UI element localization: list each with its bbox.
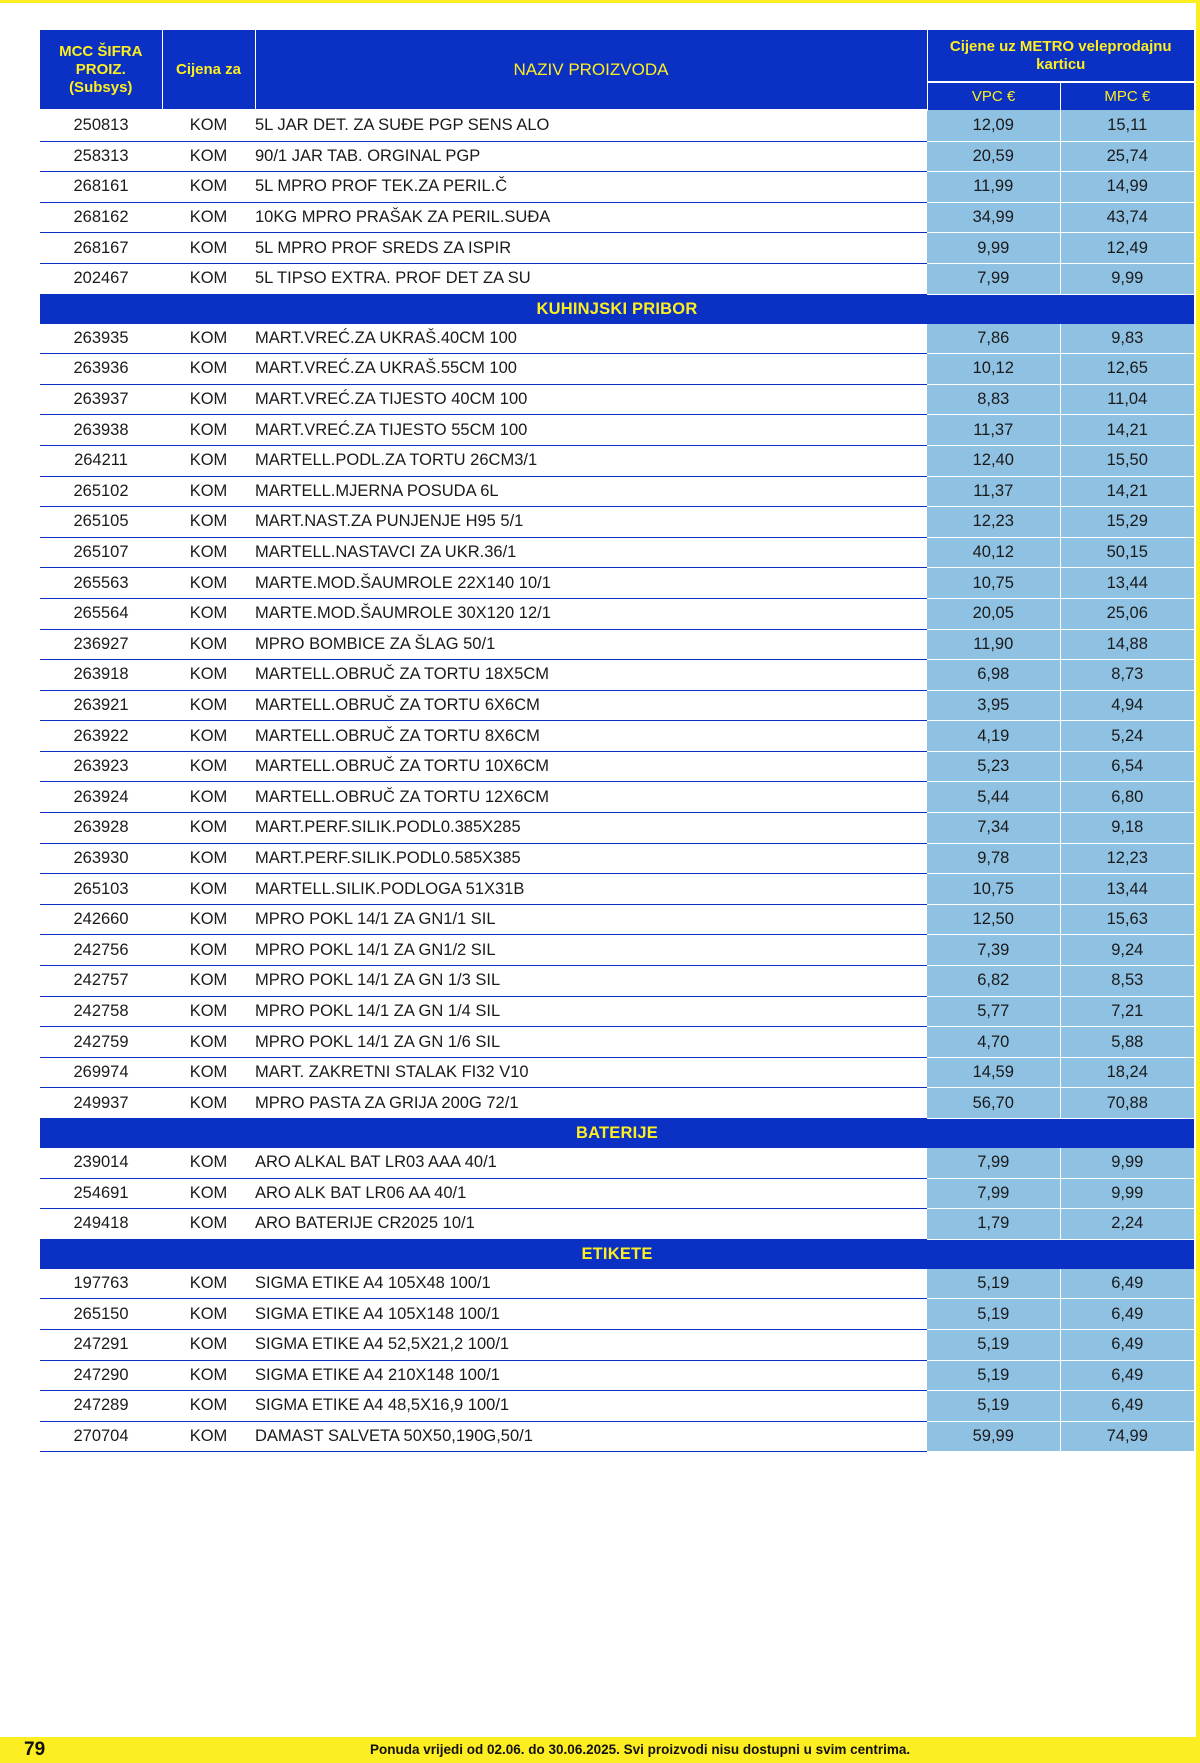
product-name: MPRO POKL 14/1 ZA GN1/1 SIL: [255, 904, 927, 935]
price-mpc: 14,99: [1060, 172, 1194, 203]
table-row: [40, 813, 1194, 844]
price-mpc: 9,99: [1060, 263, 1194, 294]
product-code: 202467: [40, 263, 162, 294]
table-row: [40, 1329, 1194, 1360]
price-vpc: 5,44: [927, 782, 1060, 813]
unit: KOM: [162, 813, 255, 844]
product-code: 242757: [40, 966, 162, 997]
product-code: 265150: [40, 1299, 162, 1330]
table-row: [40, 1360, 1194, 1391]
table-row: [40, 1088, 1194, 1119]
table-row: [40, 1391, 1194, 1422]
price-vpc: 4,19: [927, 721, 1060, 752]
product-name: 5L MPRO PROF TEK.ZA PERIL.Č: [255, 172, 927, 203]
table-row: [40, 202, 1194, 233]
table-row: [40, 445, 1194, 476]
product-name: MART.NAST.ZA PUNJENJE H95 5/1: [255, 507, 927, 538]
product-code: 258313: [40, 141, 162, 172]
unit: KOM: [162, 263, 255, 294]
product-code: 265563: [40, 568, 162, 599]
unit: KOM: [162, 384, 255, 415]
unit: KOM: [162, 843, 255, 874]
product-name: SIGMA ETIKE A4 210X148 100/1: [255, 1360, 927, 1391]
price-mpc: 74,99: [1060, 1421, 1194, 1452]
product-code: 265105: [40, 507, 162, 538]
product-name: MART. ZAKRETNI STALAK FI32 V10: [255, 1057, 927, 1088]
price-mpc: 6,49: [1060, 1329, 1194, 1360]
price-mpc: 15,11: [1060, 110, 1194, 141]
product-code: 239014: [40, 1148, 162, 1178]
product-code: 263921: [40, 690, 162, 721]
product-code: 242660: [40, 904, 162, 935]
price-vpc: 11,90: [927, 629, 1060, 660]
price-table-body: [40, 110, 1194, 1452]
price-vpc: 7,99: [927, 263, 1060, 294]
product-code: 269974: [40, 1057, 162, 1088]
product-code: 263922: [40, 721, 162, 752]
product-name: MARTELL.OBRUČ ZA TORTU 8X6CM: [255, 721, 927, 752]
price-mpc: 12,23: [1060, 843, 1194, 874]
table-row: [40, 1057, 1194, 1088]
price-mpc: 4,94: [1060, 690, 1194, 721]
product-code: 263923: [40, 751, 162, 782]
price-vpc: 11,37: [927, 415, 1060, 446]
price-mpc: 13,44: [1060, 568, 1194, 599]
product-code: 242758: [40, 996, 162, 1027]
price-vpc: 12,40: [927, 445, 1060, 476]
header-price-group: Cijene uz METRO veleprodajnu karticu: [927, 30, 1194, 82]
product-code: 265107: [40, 537, 162, 568]
table-row: [40, 935, 1194, 966]
unit: KOM: [162, 233, 255, 264]
price-vpc: 59,99: [927, 1421, 1060, 1452]
table-row: [40, 721, 1194, 752]
price-mpc: 11,04: [1060, 384, 1194, 415]
product-code: 265564: [40, 598, 162, 629]
product-code: 264211: [40, 445, 162, 476]
table-row: [40, 598, 1194, 629]
price-mpc: 9,99: [1060, 1178, 1194, 1209]
unit: KOM: [162, 476, 255, 507]
price-vpc: 4,70: [927, 1027, 1060, 1058]
top-accent-bar: [0, 0, 1200, 3]
unit: KOM: [162, 935, 255, 966]
section-header: [40, 294, 1194, 324]
table-row: [40, 141, 1194, 172]
product-code: 263935: [40, 324, 162, 354]
product-name: MPRO POKL 14/1 ZA GN 1/4 SIL: [255, 996, 927, 1027]
price-vpc: 6,98: [927, 660, 1060, 691]
price-vpc: 5,19: [927, 1299, 1060, 1330]
product-name: MARTELL.PODL.ZA TORTU 26CM3/1: [255, 445, 927, 476]
table-row: [40, 263, 1194, 294]
table-row: [40, 110, 1194, 141]
price-vpc: 11,37: [927, 476, 1060, 507]
product-name: 5L JAR DET. ZA SUĐE PGP SENS ALO: [255, 110, 927, 141]
header-product-name: NAZIV PROIZVODA: [255, 30, 927, 110]
price-vpc: 20,59: [927, 141, 1060, 172]
table-row: [40, 660, 1194, 691]
price-vpc: 10,75: [927, 568, 1060, 599]
table-row: [40, 172, 1194, 203]
product-name: ARO ALK BAT LR06 AA 40/1: [255, 1178, 927, 1209]
table-row: [40, 966, 1194, 997]
product-name: MART.VREĆ.ZA TIJESTO 55CM 100: [255, 415, 927, 446]
table-row: [40, 1421, 1194, 1452]
offer-validity-note: Ponuda vrijedi od 02.06. do 30.06.2025. Svi proizvodi nisu dostupni u svim centrima.: [370, 1742, 911, 1757]
unit: KOM: [162, 751, 255, 782]
header-code: MCC ŠIFRA PROIZ. (Subsys): [40, 30, 162, 110]
price-mpc: 9,18: [1060, 813, 1194, 844]
unit: KOM: [162, 415, 255, 446]
product-name: MPRO POKL 14/1 ZA GN 1/3 SIL: [255, 966, 927, 997]
table-row: [40, 568, 1194, 599]
price-mpc: 70,88: [1060, 1088, 1194, 1119]
product-code: 263924: [40, 782, 162, 813]
table-row: [40, 629, 1194, 660]
price-vpc: 12,50: [927, 904, 1060, 935]
product-name: MART.PERF.SILIK.PODL0.585X385: [255, 843, 927, 874]
price-vpc: 12,23: [927, 507, 1060, 538]
table-row: [40, 354, 1194, 385]
product-code: 263938: [40, 415, 162, 446]
price-mpc: 25,74: [1060, 141, 1194, 172]
table-row: [40, 751, 1194, 782]
price-vpc: 14,59: [927, 1057, 1060, 1088]
product-name: 5L MPRO PROF SREDS ZA ISPIR: [255, 233, 927, 264]
product-code: 270704: [40, 1421, 162, 1452]
unit: KOM: [162, 1027, 255, 1058]
unit: KOM: [162, 141, 255, 172]
table-row: [40, 1178, 1194, 1209]
product-name: MPRO BOMBICE ZA ŠLAG 50/1: [255, 629, 927, 660]
product-name: MARTE.MOD.ŠAUMROLE 30X120 12/1: [255, 598, 927, 629]
price-vpc: 20,05: [927, 598, 1060, 629]
product-name: MARTELL.NASTAVCI ZA UKR.36/1: [255, 537, 927, 568]
price-mpc: 14,21: [1060, 415, 1194, 446]
table-row: [40, 324, 1194, 354]
product-name: DAMAST SALVETA 50X50,190G,50/1: [255, 1421, 927, 1452]
price-mpc: 14,21: [1060, 476, 1194, 507]
unit: KOM: [162, 568, 255, 599]
product-name: ARO BATERIJE CR2025 10/1: [255, 1209, 927, 1240]
unit: KOM: [162, 1299, 255, 1330]
product-code: 197763: [40, 1269, 162, 1299]
price-mpc: 43,74: [1060, 202, 1194, 233]
price-vpc: 9,99: [927, 233, 1060, 264]
table-row: [40, 1269, 1194, 1299]
product-code: 249418: [40, 1209, 162, 1240]
right-accent-bar: [1196, 0, 1200, 1763]
table-row: [40, 996, 1194, 1027]
table-row: [40, 874, 1194, 905]
table-row: [40, 782, 1194, 813]
price-vpc: 9,78: [927, 843, 1060, 874]
unit: KOM: [162, 1360, 255, 1391]
price-vpc: 5,19: [927, 1360, 1060, 1391]
price-mpc: 15,63: [1060, 904, 1194, 935]
unit: KOM: [162, 354, 255, 385]
product-code: 249937: [40, 1088, 162, 1119]
price-vpc: 5,19: [927, 1269, 1060, 1299]
product-code: 263928: [40, 813, 162, 844]
product-name: MPRO PASTA ZA GRIJA 200G 72/1: [255, 1088, 927, 1119]
price-vpc: 7,39: [927, 935, 1060, 966]
product-name: SIGMA ETIKE A4 105X48 100/1: [255, 1269, 927, 1299]
price-vpc: 5,19: [927, 1391, 1060, 1422]
product-name: MARTELL.OBRUČ ZA TORTU 10X6CM: [255, 751, 927, 782]
unit: KOM: [162, 1178, 255, 1209]
product-code: 263918: [40, 660, 162, 691]
price-vpc: 7,99: [927, 1178, 1060, 1209]
table-row: [40, 1209, 1194, 1240]
unit: KOM: [162, 1329, 255, 1360]
price-vpc: 7,99: [927, 1148, 1060, 1178]
price-mpc: 18,24: [1060, 1057, 1194, 1088]
table-row: [40, 1148, 1194, 1178]
unit: KOM: [162, 324, 255, 354]
product-code: 250813: [40, 110, 162, 141]
price-mpc: 50,15: [1060, 537, 1194, 568]
table-row: [40, 843, 1194, 874]
price-vpc: 40,12: [927, 537, 1060, 568]
product-name: MARTELL.OBRUČ ZA TORTU 12X6CM: [255, 782, 927, 813]
product-code: 268162: [40, 202, 162, 233]
product-name: ARO ALKAL BAT LR03 AAA 40/1: [255, 1148, 927, 1178]
price-vpc: 8,83: [927, 384, 1060, 415]
unit: KOM: [162, 445, 255, 476]
price-vpc: 10,12: [927, 354, 1060, 385]
section-title: BATERIJE: [40, 1119, 1194, 1149]
price-mpc: 6,49: [1060, 1299, 1194, 1330]
footer-bar: [0, 1737, 1196, 1763]
unit: KOM: [162, 874, 255, 905]
price-mpc: 9,83: [1060, 324, 1194, 354]
table-row: [40, 537, 1194, 568]
price-mpc: 9,99: [1060, 1148, 1194, 1178]
unit: KOM: [162, 904, 255, 935]
product-name: 5L TIPSO EXTRA. PROF DET ZA SU: [255, 263, 927, 294]
header-unit: Cijena za: [162, 30, 255, 110]
price-vpc: 56,70: [927, 1088, 1060, 1119]
product-code: 247291: [40, 1329, 162, 1360]
section-header: [40, 1239, 1194, 1269]
unit: KOM: [162, 1057, 255, 1088]
header-vpc: VPC €: [927, 82, 1060, 110]
price-vpc: 3,95: [927, 690, 1060, 721]
table-row: [40, 476, 1194, 507]
product-name: 10KG MPRO PRAŠAK ZA PERIL.SUĐA: [255, 202, 927, 233]
unit: KOM: [162, 110, 255, 141]
product-name: SIGMA ETIKE A4 105X148 100/1: [255, 1299, 927, 1330]
price-mpc: 13,44: [1060, 874, 1194, 905]
unit: KOM: [162, 1148, 255, 1178]
price-vpc: 6,82: [927, 966, 1060, 997]
price-mpc: 6,49: [1060, 1269, 1194, 1299]
product-name: MARTE.MOD.ŠAUMROLE 22X140 10/1: [255, 568, 927, 599]
price-mpc: 6,54: [1060, 751, 1194, 782]
table-row: [40, 904, 1194, 935]
price-mpc: 15,50: [1060, 445, 1194, 476]
product-code: 236927: [40, 629, 162, 660]
unit: KOM: [162, 172, 255, 203]
page-number: 79: [24, 1739, 46, 1760]
product-code: 268161: [40, 172, 162, 203]
product-name: MPRO POKL 14/1 ZA GN 1/6 SIL: [255, 1027, 927, 1058]
price-mpc: 8,73: [1060, 660, 1194, 691]
unit: KOM: [162, 537, 255, 568]
product-name: MARTELL.OBRUČ ZA TORTU 6X6CM: [255, 690, 927, 721]
price-mpc: 6,49: [1060, 1391, 1194, 1422]
product-name: 90/1 JAR TAB. ORGINAL PGP: [255, 141, 927, 172]
product-name: MART.VREĆ.ZA UKRAŠ.55CM 100: [255, 354, 927, 385]
price-mpc: 9,24: [1060, 935, 1194, 966]
unit: KOM: [162, 507, 255, 538]
product-name: MARTELL.MJERNA POSUDA 6L: [255, 476, 927, 507]
price-vpc: 1,79: [927, 1209, 1060, 1240]
unit: KOM: [162, 721, 255, 752]
product-code: 263936: [40, 354, 162, 385]
price-mpc: 25,06: [1060, 598, 1194, 629]
price-vpc: 7,86: [927, 324, 1060, 354]
price-mpc: 12,65: [1060, 354, 1194, 385]
header-mpc: MPC €: [1060, 82, 1194, 110]
product-name: MPRO POKL 14/1 ZA GN1/2 SIL: [255, 935, 927, 966]
product-code: 268167: [40, 233, 162, 264]
unit: KOM: [162, 1421, 255, 1452]
product-code: 265102: [40, 476, 162, 507]
unit: KOM: [162, 690, 255, 721]
price-mpc: 14,88: [1060, 629, 1194, 660]
price-mpc: 5,88: [1060, 1027, 1194, 1058]
product-code: 242756: [40, 935, 162, 966]
unit: KOM: [162, 1209, 255, 1240]
price-vpc: 12,09: [927, 110, 1060, 141]
unit: KOM: [162, 1269, 255, 1299]
table-row: [40, 233, 1194, 264]
table-row: [40, 690, 1194, 721]
product-code: 247290: [40, 1360, 162, 1391]
unit: KOM: [162, 966, 255, 997]
price-mpc: 6,49: [1060, 1360, 1194, 1391]
product-name: SIGMA ETIKE A4 52,5X21,2 100/1: [255, 1329, 927, 1360]
product-code: 254691: [40, 1178, 162, 1209]
product-name: SIGMA ETIKE A4 48,5X16,9 100/1: [255, 1391, 927, 1422]
price-vpc: 5,23: [927, 751, 1060, 782]
price-vpc: 5,19: [927, 1329, 1060, 1360]
price-mpc: 7,21: [1060, 996, 1194, 1027]
unit: KOM: [162, 598, 255, 629]
price-table: [40, 30, 1194, 1452]
unit: KOM: [162, 1391, 255, 1422]
product-code: 247289: [40, 1391, 162, 1422]
price-mpc: 5,24: [1060, 721, 1194, 752]
product-code: 263937: [40, 384, 162, 415]
unit: KOM: [162, 782, 255, 813]
unit: KOM: [162, 629, 255, 660]
unit: KOM: [162, 202, 255, 233]
price-vpc: 11,99: [927, 172, 1060, 203]
price-vpc: 7,34: [927, 813, 1060, 844]
price-vpc: 5,77: [927, 996, 1060, 1027]
section-header: [40, 1119, 1194, 1149]
product-code: 265103: [40, 874, 162, 905]
price-vpc: 10,75: [927, 874, 1060, 905]
table-row: [40, 1299, 1194, 1330]
unit: KOM: [162, 996, 255, 1027]
price-vpc: 34,99: [927, 202, 1060, 233]
unit: KOM: [162, 1088, 255, 1119]
product-name: MART.PERF.SILIK.PODL0.385X285: [255, 813, 927, 844]
price-table-header: [40, 30, 1194, 110]
table-row: [40, 384, 1194, 415]
product-name: MART.VREĆ.ZA UKRAŠ.40CM 100: [255, 324, 927, 354]
product-code: 242759: [40, 1027, 162, 1058]
price-mpc: 2,24: [1060, 1209, 1194, 1240]
product-code: 263930: [40, 843, 162, 874]
price-mpc: 8,53: [1060, 966, 1194, 997]
product-name: MART.VREĆ.ZA TIJESTO 40CM 100: [255, 384, 927, 415]
section-title: ETIKETE: [40, 1239, 1194, 1269]
price-mpc: 12,49: [1060, 233, 1194, 264]
unit: KOM: [162, 660, 255, 691]
table-row: [40, 507, 1194, 538]
price-mpc: 15,29: [1060, 507, 1194, 538]
product-name: MARTELL.OBRUČ ZA TORTU 18X5CM: [255, 660, 927, 691]
table-row: [40, 1027, 1194, 1058]
section-title: KUHINJSKI PRIBOR: [40, 294, 1194, 324]
product-name: MARTELL.SILIK.PODLOGA 51X31B: [255, 874, 927, 905]
table-row: [40, 415, 1194, 446]
price-mpc: 6,80: [1060, 782, 1194, 813]
